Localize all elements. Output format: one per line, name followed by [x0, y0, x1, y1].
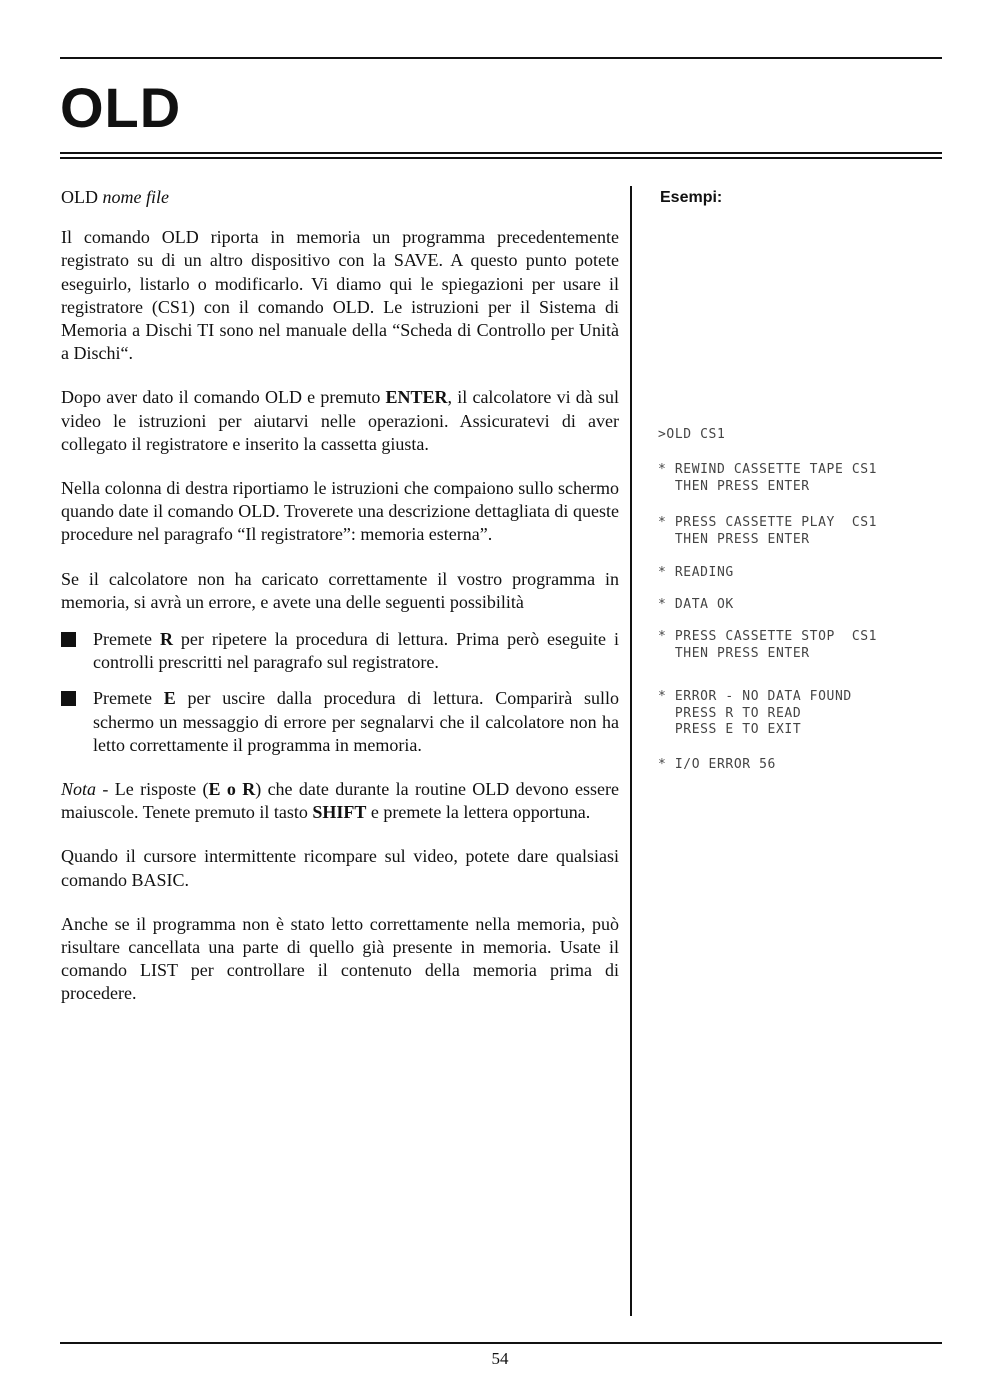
paragraph-list: Anche se il programma non è stato letto correttamente nella memoria, può risultare cancellata una parte di quello già presente in memoria. Usate il comando LIST per controllare il contenuto della memoria prima di procedere.: [61, 913, 619, 1004]
page-number: 54: [491, 1349, 509, 1368]
screen-line: PRESS E TO EXIT: [658, 722, 802, 737]
text-run: Premete: [93, 629, 160, 650]
text-run: Premete: [93, 688, 164, 709]
page-title: OLD: [60, 76, 182, 139]
screen-line: * ERROR - NO DATA FOUND: [658, 689, 852, 704]
text-run: , il calcolatore vi dà sul video le istruzioni per aiutarvi nelle operazioni. Assicuratevi di aver collegato il registratore e inserito la cassetta giusta.: [61, 387, 619, 454]
key-enter: ENTER: [385, 387, 448, 408]
note-label: Nota: [61, 779, 97, 800]
key-e: E: [163, 688, 176, 709]
paragraph-enter: [61, 386, 619, 456]
syntax-command: OLD: [61, 187, 98, 207]
screen-output: [658, 629, 958, 662]
screen-line: THEN PRESS ENTER: [658, 478, 810, 494]
bullet-square-icon: [61, 632, 76, 647]
text-run: per uscire dalla procedura di lettura. Comparirà sullo schermo un messaggio di errore per segnalarvi che il calcolatore non ha letto correttamente il programma in memoria.: [93, 688, 619, 755]
screen-line: PRESS R TO READ: [658, 705, 802, 721]
options-list: [61, 628, 619, 757]
paragraph-error: Se il calcolatore non ha caricato correttamente il vostro programma in memoria, si avrà un errore, e avete una delle seguenti possibilità: [61, 568, 619, 612]
screen-line: * READING: [658, 565, 734, 580]
column-divider: [630, 186, 632, 1316]
syntax-argument: nome file: [102, 187, 169, 207]
paragraph-cursor: Quando il cursore intermittente ricompare sul video, potete dare qualsiasi comando BASIC.: [61, 846, 619, 890]
text-run: ) che date durante la routine OLD devono essere maiuscole. Tenete premuto il tasto: [61, 779, 619, 823]
list-item: [61, 687, 619, 757]
list-item: [61, 628, 619, 674]
paragraph-intro: Il comando OLD riporta in memoria un programma precedentemente registrato su di un altro dispositivo con la SAVE. A questo punto potete eseguirlo, listarlo o modificarlo. Vi diamo qui le spiegazioni per usare il registratore (CS1) con il comando OLD. Le istruzioni per il Sistema di Memoria a Dischi TI sono nel manuale della “Scheda di Controllo per Unità a Dischi“.: [61, 227, 619, 364]
screen-output: [658, 462, 958, 495]
top-rule: [60, 57, 942, 59]
screen-line: THEN PRESS ENTER: [658, 645, 810, 661]
examples-heading: Esempi:: [660, 189, 723, 206]
text-run: per ripetere la procedura di lettura. Prima però eseguite i controlli prescritti nel paragrafo sul registratore.: [93, 629, 619, 673]
command-syntax: [61, 186, 619, 209]
footer-rule: [60, 1342, 942, 1344]
screen-output: [658, 757, 958, 774]
screen-line: >OLD CS1: [658, 427, 726, 442]
paragraph-right-column: Nella colonna di destra riportiamo le istruzioni che compaiono sullo schermo quando date il comando OLD. Troverete una descrizione dettagliata di queste procedure nel paragrafo “Il registratore”: memoria esterna”.: [61, 478, 619, 545]
screen-line: * PRESS CASSETTE STOP CS1: [658, 629, 878, 644]
main-column: [61, 186, 619, 1027]
text-run: Dopo aver dato il comando OLD e premuto: [61, 387, 386, 408]
bullet-square-icon: [61, 691, 76, 706]
screen-output: [658, 689, 958, 739]
text-run: e premete la lettera opportuna.: [366, 802, 591, 823]
screen-line: THEN PRESS ENTER: [658, 531, 810, 547]
title-double-rule-lower: [60, 157, 942, 159]
screen-output: [658, 427, 958, 444]
screen-line: * I/O ERROR 56: [658, 757, 776, 772]
note-paragraph: [61, 778, 619, 824]
title-double-rule-upper: [60, 152, 942, 154]
screen-line: * PRESS CASSETTE PLAY CS1: [658, 515, 878, 530]
screen-line: * DATA OK: [658, 597, 734, 612]
key-r: R: [159, 629, 173, 650]
screen-output: [658, 597, 958, 614]
key-shift: SHIFT: [312, 802, 367, 823]
screen-line: * REWIND CASSETTE TAPE CS1: [658, 462, 878, 477]
screen-output: [658, 565, 958, 582]
screen-output: [658, 515, 958, 548]
keys-e-or-r: E o R: [208, 779, 256, 800]
text-run: - Le risposte (: [96, 779, 209, 800]
